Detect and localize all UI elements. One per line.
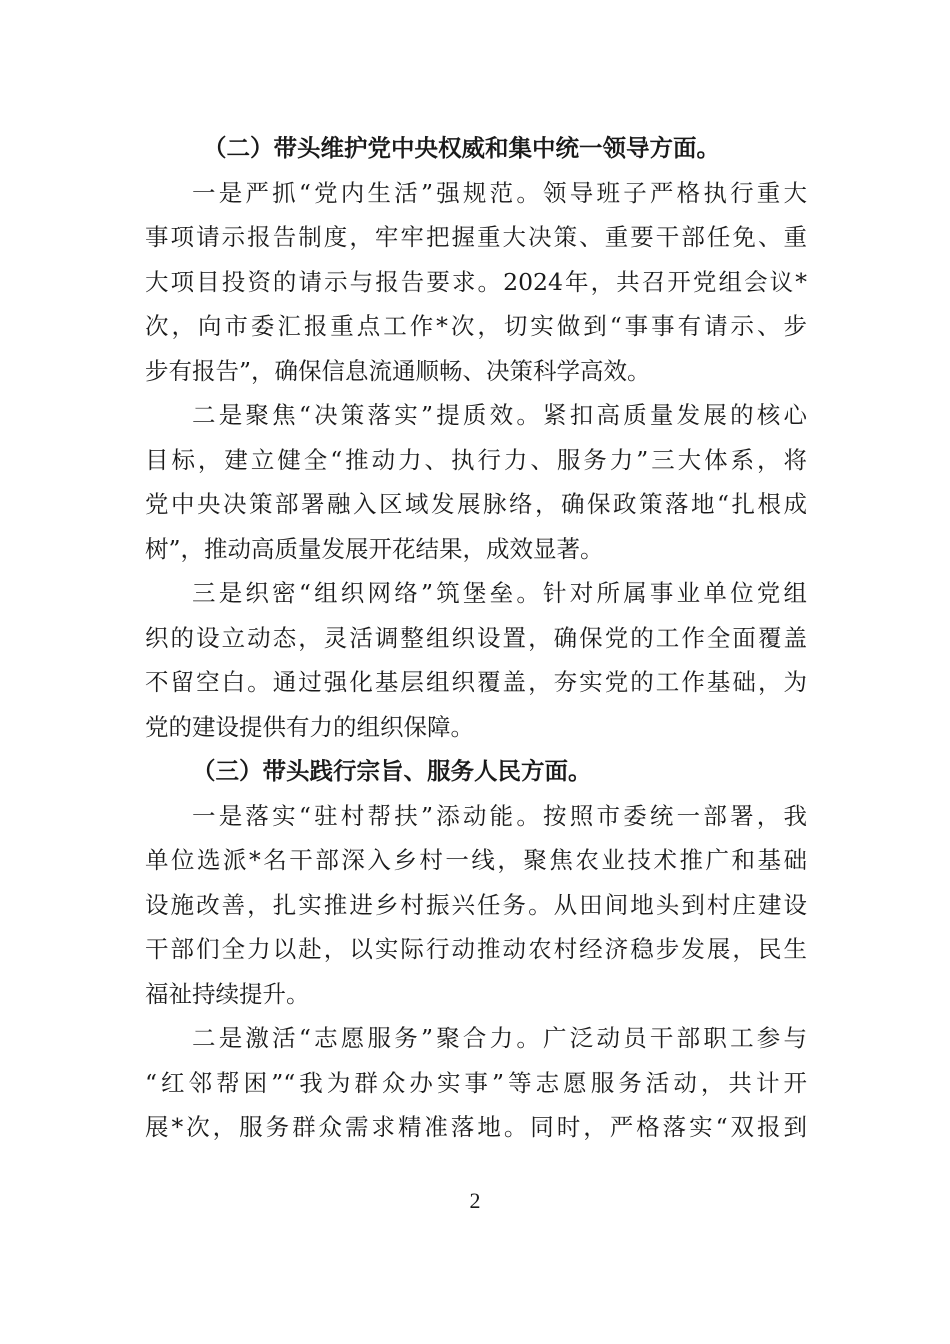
paragraph-line: 设施改善，扎实推进乡村振兴任务。从田间地头到村庄建设 (145, 890, 807, 919)
paragraph-line: 次，向市委汇报重点工作*次，切实做到“事事有请示、步 (145, 312, 807, 340)
paragraph-line: 干部们全力以赴，以实际行动推动农村经济稳步发展，民生 (145, 935, 807, 963)
page-number: 2 (469, 1188, 481, 1213)
paragraph-line: 事项请示报告制度，牢牢把握重大决策、重要干部任免、重 (145, 223, 807, 251)
body-text (145, 126, 807, 1150)
paragraph-line: 党中央决策部署融入区域发展脉络，确保政策落地“扎根成 (145, 490, 807, 518)
paragraph-line: 展*次，服务群众需求精准落地。同时，严格落实“双报到 (145, 1113, 807, 1141)
paragraph-line: 不留空白。通过强化基层组织覆盖，夯实党的工作基础，为 (145, 668, 807, 696)
section-heading: （三）带头践行宗旨、服务人民方面。 (192, 757, 592, 785)
paragraph-line: 二是聚焦“决策落实”提质效。紧扣高质量发展的核心 (192, 401, 807, 429)
paragraph-line: 党的建设提供有力的组织保障。 (145, 712, 474, 741)
paragraph-line: “红邻帮困”“我为群众办实事”等志愿服务活动，共计开 (145, 1068, 807, 1097)
paragraph-line: 目标，建立健全“推动力、执行力、服务力”三大体系，将 (145, 445, 807, 474)
section-heading: （二）带头维护党中央权威和集中统一领导方面。 (203, 134, 720, 162)
paragraph-line: 三是织密“组织网络”筑堡垒。针对所属事业单位党组 (192, 579, 807, 607)
paragraph-line: 一是落实“驻村帮扶”添动能。按照市委统一部署，我 (192, 801, 807, 830)
paragraph-line: 织的设立动态，灵活调整组织设置，确保党的工作全面覆盖 (145, 623, 807, 652)
paragraph-line: 大项目投资的请示与报告要求。2024年，共召开党组会议* (145, 267, 807, 296)
paragraph-line: 树”，推动高质量发展开花结果，成效显著。 (145, 534, 604, 563)
paragraph-line: 二是激活“志愿服务”聚合力。广泛动员干部职工参与 (192, 1024, 807, 1052)
paragraph-line: 步有报告”，确保信息流通顺畅、决策科学高效。 (145, 356, 651, 385)
paragraph-line: 福祉持续提升。 (145, 979, 310, 1008)
paragraph-line: 一是严抓“党内生活”强规范。领导班子严格执行重大 (192, 178, 807, 207)
paragraph-line: 单位选派*名干部深入乡村一线，聚焦农业技术推广和基础 (145, 846, 807, 874)
